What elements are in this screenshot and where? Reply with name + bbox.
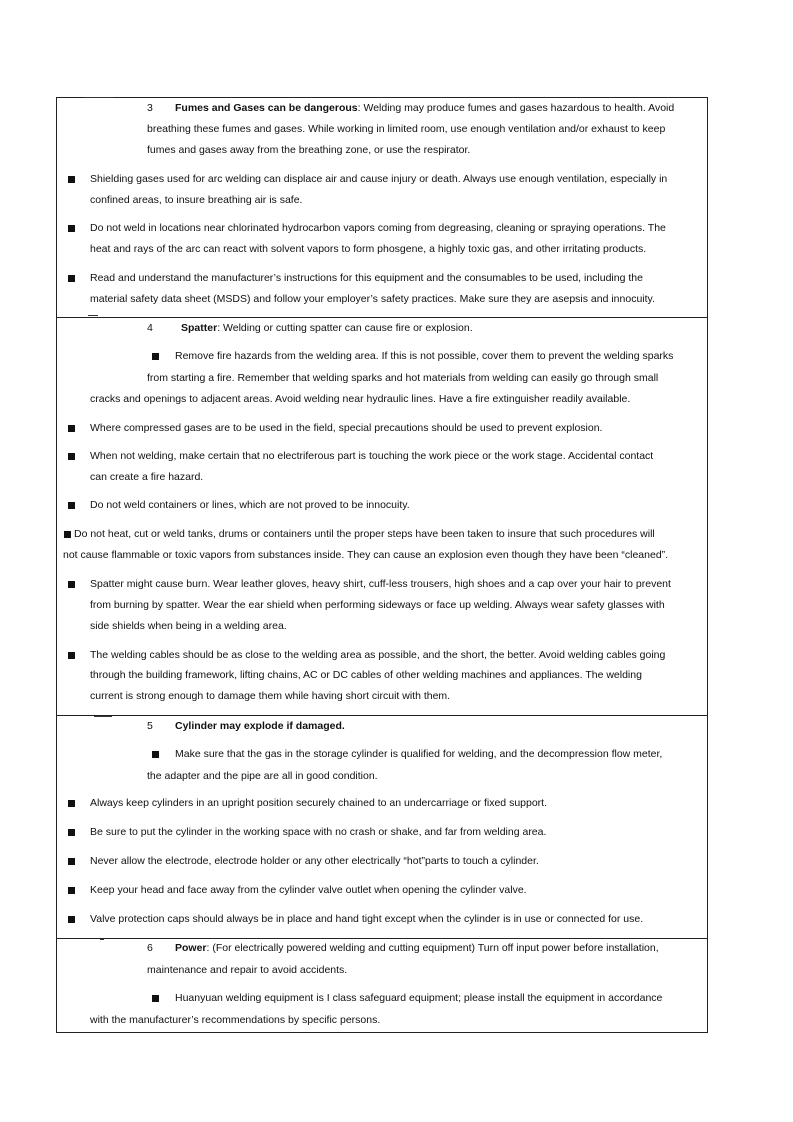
bullet-text-line: Be sure to put the cylinder in the working space with no crash or shake, and far from welding area. bbox=[90, 826, 547, 838]
bullet-text-line: Valve protection caps should always be in place and hand tight except when the cylinder is in use or connected for use. bbox=[90, 913, 644, 925]
bullet-icon bbox=[68, 581, 75, 588]
bullet-icon bbox=[68, 275, 75, 282]
section-intro: : Welding or cutting spatter can cause fire or explosion. bbox=[217, 322, 473, 334]
bullet-icon bbox=[68, 502, 75, 509]
bullet-text-line: can create a fire hazard. bbox=[90, 471, 204, 483]
bullet-icon bbox=[64, 531, 71, 538]
bullet-icon bbox=[68, 858, 75, 865]
bullet-text-line: from starting a fire. Remember that welding sparks and hot materials from welding can easily go through small bbox=[147, 372, 659, 384]
bullet-icon bbox=[68, 800, 75, 807]
bullet-text-line: When not welding, make certain that no electriferous part is touching the work piece or the work stage. Accidental contact bbox=[90, 450, 654, 462]
divider-tick bbox=[88, 315, 98, 316]
bullet-icon bbox=[68, 425, 75, 432]
bullet-text-line: Always keep cylinders in an upright position securely chained to an undercarriage or fixed support. bbox=[90, 797, 548, 809]
divider-tick bbox=[100, 939, 104, 940]
section-number: 6 bbox=[147, 942, 153, 954]
bullet-text-line: Where compressed gases are to be used in the field, special precautions should be used to prevent explosion. bbox=[90, 422, 603, 434]
section-divider bbox=[56, 317, 708, 318]
bullet-text-line: confined areas, to insure breathing air is safe. bbox=[90, 194, 303, 206]
bullet-icon bbox=[68, 829, 75, 836]
divider-tick bbox=[94, 716, 112, 717]
section-title: Fumes and Gases can be dangerous bbox=[175, 102, 358, 114]
bullet-text-line: Read and understand the manufacturer’s instructions for this equipment and the consumables to be used, including the bbox=[90, 272, 643, 284]
section-number: 5 bbox=[147, 720, 153, 732]
bullet-icon bbox=[152, 353, 159, 360]
bullet-text-line: from burning by spatter. Wear the ear shield when performing sideways or face up welding. Always wear safety glasses with bbox=[90, 599, 665, 611]
divider-tick bbox=[84, 97, 114, 98]
bullet-icon bbox=[68, 225, 75, 232]
section-title: Power bbox=[175, 942, 207, 954]
section-heading-line bbox=[181, 321, 473, 335]
bullet-text-line: The welding cables should be as close to the welding area as possible, and the short, the better. Avoid welding cables going bbox=[90, 649, 666, 661]
section-divider bbox=[56, 938, 708, 939]
bullet-text-line: through the building framework, lifting chains, AC or DC cables of other welding machines and appliances. The welding bbox=[90, 669, 642, 681]
bullet-text-line: Spatter might cause burn. Wear leather gloves, heavy shirt, cuff-less trousers, high shoes and a cap over your hair to prevent bbox=[90, 578, 671, 590]
section-intro-line: breathing these fumes and gases. While working in limited room, use enough ventilation and/or exhaust to keep bbox=[147, 123, 666, 135]
section-divider bbox=[56, 715, 708, 716]
section-number: 4 bbox=[147, 322, 153, 334]
section-intro-line: maintenance and repair to avoid accidents. bbox=[147, 964, 348, 976]
bullet-text-line: Huanyuan welding equipment is I class safeguard equipment; please install the equipment in accordance bbox=[175, 992, 663, 1004]
section-intro: : Welding may produce fumes and gases hazardous to health. Avoid bbox=[357, 102, 675, 114]
bullet-text-line: side shields when being in a welding area. bbox=[90, 620, 287, 632]
bullet-text-line: Never allow the electrode, electrode holder or any other electrically “hot”parts to touch a cylinder. bbox=[90, 855, 539, 867]
section-intro: : (For electrically powered welding and cutting equipment) Turn off input power before installation, bbox=[206, 942, 659, 954]
bullet-icon bbox=[68, 453, 75, 460]
bullet-text-line: Do not weld containers or lines, which are not proved to be innocuity. bbox=[90, 499, 410, 511]
bullet-text-line: heat and rays of the arc can react with solvent vapors to form phosgene, a highly toxic gas, and other irritating products. bbox=[90, 243, 647, 255]
bullet-text-line: cracks and openings to adjacent areas. Avoid welding near hydraulic lines. Have a fire extinguisher readily available. bbox=[90, 393, 631, 405]
section-heading-line bbox=[175, 101, 674, 115]
bullet-text-line: Make sure that the gas in the storage cylinder is qualified for welding, and the decompression flow meter, bbox=[175, 748, 663, 760]
section-intro-line: fumes and gases away from the breathing zone, or use the respirator. bbox=[147, 144, 471, 156]
section-number: 3 bbox=[147, 102, 153, 114]
bullet-icon bbox=[68, 887, 75, 894]
bullet-icon bbox=[152, 751, 159, 758]
section-title: Cylinder may explode if damaged. bbox=[175, 720, 345, 732]
bullet-text-line: with the manufacturer’s recommendations by specific persons. bbox=[90, 1014, 381, 1026]
bullet-text-line: Do not weld in locations near chlorinated hydrocarbon vapors coming from degreasing, cleaning or spraying operations. The bbox=[90, 222, 666, 234]
bullet-text-line: Keep your head and face away from the cylinder valve outlet when opening the cylinder valve. bbox=[90, 884, 527, 896]
bullet-text-line: the adapter and the pipe are all in good condition. bbox=[147, 770, 378, 782]
section-heading-line bbox=[175, 941, 659, 955]
bullet-text-line: Remove fire hazards from the welding area. If this is not possible, cover them to prevent the welding sparks bbox=[175, 350, 674, 362]
bullet-text-line: material safety data sheet (MSDS) and follow your employer’s safety practices. Make sure they are asepsis and innocuity. bbox=[90, 293, 655, 305]
bullet-icon bbox=[68, 652, 75, 659]
bullet-text-line: Do not heat, cut or weld tanks, drums or containers until the proper steps have been taken to insure that such procedures will bbox=[74, 528, 655, 540]
bullet-text-line: not cause flammable or toxic vapors from substances inside. They can cause an explosion even though they have been “cleaned”. bbox=[63, 549, 669, 561]
bullet-icon bbox=[152, 995, 159, 1002]
bullet-icon bbox=[68, 916, 75, 923]
section-title: Spatter bbox=[181, 322, 218, 334]
bullet-text-line: current is strong enough to damage them while having short circuit with them. bbox=[90, 690, 451, 702]
bullet-text-line: Shielding gases used for arc welding can displace air and cause injury or death. Always use enough ventilation, especially in bbox=[90, 173, 668, 185]
bullet-icon bbox=[68, 176, 75, 183]
